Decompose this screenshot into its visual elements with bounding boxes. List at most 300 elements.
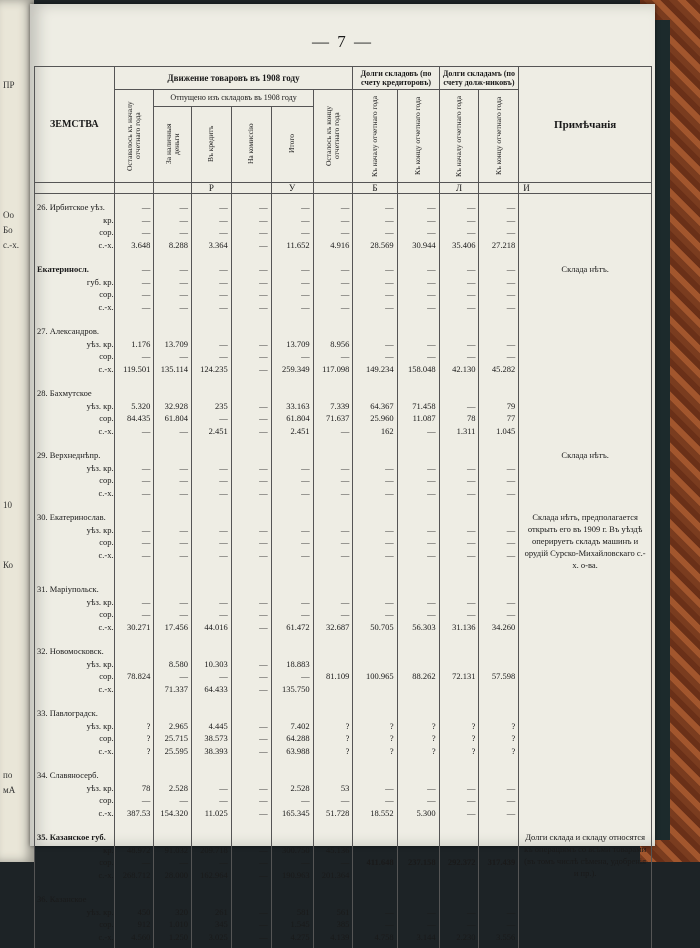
value-cell <box>397 380 439 442</box>
cell-value: — <box>314 350 350 363</box>
cell-value <box>398 831 436 844</box>
cell-value: — <box>353 536 393 549</box>
cell-value <box>232 325 268 338</box>
value-cell <box>479 762 519 824</box>
cell-value: — <box>353 301 393 314</box>
cell-value: 8.580 <box>154 658 188 671</box>
value-cell <box>353 504 397 576</box>
header-col-4: На комиссію <box>231 106 271 182</box>
table-row <box>35 256 652 318</box>
cell-value: 154.320 <box>154 807 188 820</box>
region-line: с.-х. <box>37 621 114 634</box>
cell-value: — <box>232 596 268 609</box>
cell-value: — <box>154 856 188 869</box>
region-line: сор. <box>37 474 114 487</box>
cell-value: — <box>232 658 268 671</box>
cell-value <box>353 511 393 524</box>
cell-value: 56.303 <box>398 621 436 634</box>
cell-value: — <box>154 263 188 276</box>
cell-value: — <box>192 214 228 227</box>
cell-value <box>272 707 310 720</box>
cell-value: — <box>272 263 310 276</box>
cell-value: — <box>272 596 310 609</box>
cell-value <box>232 511 268 524</box>
cell-value: — <box>115 226 151 239</box>
cell-value: — <box>314 536 350 549</box>
cell-value: — <box>192 301 228 314</box>
cell-value <box>154 645 188 658</box>
cell-value: — <box>314 856 350 869</box>
value-cell <box>313 576 353 638</box>
cell-value: 158.048 <box>398 363 436 376</box>
cell-value: — <box>353 906 393 919</box>
cell-value: 1.545 <box>272 918 310 931</box>
cell-value: — <box>314 596 350 609</box>
cell-value: — <box>272 856 310 869</box>
cell-value <box>440 449 476 462</box>
cell-value: — <box>353 487 393 500</box>
value-cell <box>192 638 232 700</box>
cell-value: 71.337 <box>154 683 188 696</box>
cell-value: 38.573 <box>192 732 228 745</box>
cell-value: 1.176 <box>115 338 151 351</box>
cell-value <box>353 844 393 857</box>
cell-value: — <box>115 536 151 549</box>
cell-value: — <box>192 524 228 537</box>
value-cell <box>231 256 271 318</box>
cell-value: 18.552 <box>353 807 393 820</box>
cell-value <box>479 844 515 857</box>
cell-value <box>440 844 476 857</box>
cell-value: 17.456 <box>154 621 188 634</box>
region-line: сор. <box>37 608 114 621</box>
prev-page-fragment: ПР <box>3 80 15 90</box>
cell-value <box>232 449 268 462</box>
header-col-6: Осталось къ концу отчетнаго года <box>313 90 353 183</box>
cell-value: — <box>479 462 515 475</box>
value-cell <box>192 380 232 442</box>
cell-value: — <box>232 794 268 807</box>
cell-value: — <box>398 474 436 487</box>
prev-page-fragment: 10 <box>3 500 12 510</box>
value-cell <box>397 700 439 762</box>
cell-value <box>154 449 188 462</box>
cell-value: — <box>232 487 268 500</box>
cell-value <box>192 893 228 906</box>
region-line: 30. Екатеринослав. <box>37 511 114 524</box>
cell-value <box>115 449 151 462</box>
cell-value: — <box>232 263 268 276</box>
cell-value: — <box>192 350 228 363</box>
cell-value <box>115 707 151 720</box>
region-line: уѣз. кр. <box>37 658 114 671</box>
cell-value: 259.349 <box>272 363 310 376</box>
cell-value: — <box>272 276 310 289</box>
cell-value <box>192 511 228 524</box>
region-name-cell <box>35 576 115 638</box>
cell-value: — <box>232 536 268 549</box>
cell-value: 78.824 <box>115 670 151 683</box>
cell-value <box>398 449 436 462</box>
value-cell <box>439 504 479 576</box>
cell-value <box>479 511 515 524</box>
cell-value: — <box>479 807 515 820</box>
table-row <box>35 886 652 948</box>
value-cell <box>439 380 479 442</box>
cell-value: — <box>272 201 310 214</box>
cell-value: ? <box>398 732 436 745</box>
value-cell <box>313 256 353 318</box>
cell-value: — <box>232 226 268 239</box>
cell-value: 13.709 <box>272 338 310 351</box>
cell-value: — <box>314 608 350 621</box>
cell-value: 25.595 <box>154 745 188 758</box>
cell-value <box>440 658 476 671</box>
cell-value: 1.010 <box>154 918 188 931</box>
cell-value <box>479 645 515 658</box>
cell-value: — <box>232 474 268 487</box>
cell-value: — <box>272 462 310 475</box>
cell-value <box>272 831 310 844</box>
header-col-1: Оставалось къ началу отчетнаго года <box>114 90 154 183</box>
cell-value: — <box>115 462 151 475</box>
cell-value: — <box>479 524 515 537</box>
region-line: 35. Казанское губ. <box>37 831 114 844</box>
value-cell <box>231 442 271 504</box>
cell-value: — <box>353 608 393 621</box>
cell-value: — <box>398 350 436 363</box>
cell-value: — <box>192 226 228 239</box>
cell-value: — <box>232 621 268 634</box>
region-line: с.-х. <box>37 683 114 696</box>
cell-value <box>398 583 436 596</box>
cell-value: 27.218 <box>479 239 515 252</box>
cell-value: — <box>440 462 476 475</box>
value-cell <box>192 576 232 638</box>
cell-value <box>353 769 393 782</box>
cell-value: ? <box>353 732 393 745</box>
cell-value: — <box>115 263 151 276</box>
table-row <box>35 504 652 576</box>
cell-value: — <box>440 524 476 537</box>
table-row <box>35 762 652 824</box>
cell-value <box>192 769 228 782</box>
cell-value: 2.230 <box>440 931 476 944</box>
cell-value: 235 <box>192 400 228 413</box>
cell-value <box>479 583 515 596</box>
cell-value: 11.652 <box>272 239 310 252</box>
cell-value: — <box>272 608 310 621</box>
cell-value: 1.311 <box>440 425 476 438</box>
value-cell <box>154 700 192 762</box>
cell-value: — <box>232 425 268 438</box>
cell-value: 25.715 <box>154 732 188 745</box>
cell-value: 64.433 <box>192 683 228 696</box>
cell-value: — <box>440 794 476 807</box>
cell-value: — <box>314 288 350 301</box>
cell-value: — <box>232 745 268 758</box>
value-cell <box>479 504 519 576</box>
value-cell <box>231 886 271 948</box>
cell-value <box>479 893 515 906</box>
cell-value: 4.275 <box>272 931 310 944</box>
value-cell <box>479 576 519 638</box>
value-cell <box>231 638 271 700</box>
cell-value: 10.303 <box>192 658 228 671</box>
cell-value: 411.648 <box>353 856 393 869</box>
cell-value: — <box>154 201 188 214</box>
cell-value <box>232 831 268 844</box>
cell-value <box>353 449 393 462</box>
region-name-cell <box>35 194 115 257</box>
value-cell <box>192 824 232 886</box>
cell-value <box>314 658 350 671</box>
header-debts-creditors: Долги складовъ (по счету кредиторовъ) <box>353 67 439 90</box>
region-line: 32. Новомосковск. <box>37 645 114 658</box>
cell-value <box>272 325 310 338</box>
value-cell <box>353 576 397 638</box>
cell-value: — <box>272 536 310 549</box>
cell-value: 8.956 <box>314 338 350 351</box>
cell-value <box>479 707 515 720</box>
cell-value: — <box>232 524 268 537</box>
value-cell <box>231 700 271 762</box>
cell-value <box>232 893 268 906</box>
cell-value: — <box>192 608 228 621</box>
cell-value <box>115 769 151 782</box>
cell-value: — <box>115 474 151 487</box>
cell-value: — <box>154 350 188 363</box>
unit-letter: Б <box>353 183 397 194</box>
value-cell <box>271 380 313 442</box>
cell-value <box>353 683 393 696</box>
prev-page-fragment: по <box>3 770 12 780</box>
cell-value: — <box>353 214 393 227</box>
cell-value <box>479 869 515 882</box>
cell-value: 7.339 <box>314 400 350 413</box>
cell-value: — <box>398 608 436 621</box>
cell-value <box>479 387 515 400</box>
table-row <box>35 638 652 700</box>
cell-value: — <box>440 214 476 227</box>
cell-value <box>272 449 310 462</box>
cell-value: — <box>440 338 476 351</box>
cell-value <box>115 387 151 400</box>
cell-value <box>192 387 228 400</box>
cell-value <box>314 511 350 524</box>
value-cell <box>313 442 353 504</box>
cell-value: 135.750 <box>272 683 310 696</box>
value-cell <box>313 762 353 824</box>
cell-value: — <box>192 794 228 807</box>
cell-value: 28.569 <box>353 239 393 252</box>
cell-value: — <box>272 487 310 500</box>
value-cell <box>154 256 192 318</box>
note-cell <box>519 576 652 638</box>
cell-value: — <box>440 263 476 276</box>
cell-value <box>353 831 393 844</box>
cell-value: — <box>353 918 393 931</box>
cell-value: — <box>479 263 515 276</box>
cell-value <box>353 387 393 400</box>
value-cell <box>313 824 353 886</box>
value-cell <box>114 762 154 824</box>
cell-value: ? <box>440 720 476 733</box>
cell-value: 345 <box>192 918 228 931</box>
cell-value: — <box>479 201 515 214</box>
cell-value: — <box>440 400 476 413</box>
value-cell <box>192 504 232 576</box>
document-page <box>30 4 655 846</box>
cell-value: — <box>479 338 515 351</box>
cell-value: — <box>154 524 188 537</box>
cell-value: — <box>440 782 476 795</box>
table-row <box>35 194 652 257</box>
cell-value: 124.235 <box>192 363 228 376</box>
value-cell <box>313 318 353 380</box>
value-cell <box>439 700 479 762</box>
value-cell <box>114 442 154 504</box>
cell-value: — <box>479 301 515 314</box>
region-line: губ. кр. <box>37 276 114 289</box>
region-name-cell <box>35 504 115 576</box>
cell-value: 11.025 <box>192 807 228 820</box>
cell-value <box>154 893 188 906</box>
region-line: сор. <box>37 732 114 745</box>
value-cell <box>271 824 313 886</box>
region-line: 36. Казанское <box>37 893 114 906</box>
cell-value: — <box>192 412 228 425</box>
prev-page-fragment: мА <box>3 785 15 795</box>
cell-value <box>440 511 476 524</box>
cell-value: ? <box>479 720 515 733</box>
region-line: 27. Александров. <box>37 325 114 338</box>
region-line: сор. <box>37 536 114 549</box>
cell-value: 5.320 <box>115 400 151 413</box>
cell-value: — <box>232 549 268 562</box>
cell-value <box>154 583 188 596</box>
value-cell <box>313 700 353 762</box>
value-cell <box>192 442 232 504</box>
cell-value: 149.234 <box>353 363 393 376</box>
cell-value <box>154 707 188 720</box>
value-cell <box>231 824 271 886</box>
cell-value: — <box>314 201 350 214</box>
cell-value: — <box>192 201 228 214</box>
cell-value <box>314 387 350 400</box>
value-cell <box>271 886 313 948</box>
cell-value: — <box>154 596 188 609</box>
cell-value <box>232 387 268 400</box>
cell-value: — <box>398 263 436 276</box>
cell-value: — <box>479 276 515 289</box>
value-cell <box>114 700 154 762</box>
cell-value <box>398 511 436 524</box>
cell-value: — <box>192 288 228 301</box>
cell-value: — <box>272 524 310 537</box>
cell-value: — <box>115 856 151 869</box>
cell-value: — <box>115 608 151 621</box>
cell-value: 261 <box>192 906 228 919</box>
cell-value: 18.883 <box>272 658 310 671</box>
region-line: сор. <box>37 288 114 301</box>
cell-value: 51.728 <box>314 807 350 820</box>
cell-value <box>398 893 436 906</box>
cell-value: 561 <box>314 906 350 919</box>
cell-value: — <box>479 226 515 239</box>
cell-value <box>192 831 228 844</box>
value-cell <box>231 380 271 442</box>
value-cell <box>313 886 353 948</box>
cell-value: — <box>479 288 515 301</box>
cell-value: — <box>232 350 268 363</box>
value-cell <box>231 762 271 824</box>
cell-value: 44.016 <box>192 621 228 634</box>
cell-value: — <box>440 918 476 931</box>
previous-page-edge <box>0 0 34 862</box>
value-cell <box>271 700 313 762</box>
cell-value: — <box>479 608 515 621</box>
value-cell <box>154 638 192 700</box>
cell-value <box>154 325 188 338</box>
cell-value <box>353 325 393 338</box>
region-line: сор. <box>37 794 114 807</box>
cell-value: ? <box>115 720 151 733</box>
cell-value: — <box>398 226 436 239</box>
cell-value: — <box>115 214 151 227</box>
cell-value <box>479 449 515 462</box>
cell-value: — <box>353 288 393 301</box>
cell-value: 45.282 <box>479 363 515 376</box>
value-cell <box>353 638 397 700</box>
region-line: 29. Верхнеднѣпр. <box>37 449 114 462</box>
value-cell <box>313 638 353 700</box>
cell-value: — <box>232 338 268 351</box>
cell-value <box>192 325 228 338</box>
cell-value: — <box>398 425 436 438</box>
region-line: с.-х. <box>37 807 114 820</box>
value-cell <box>479 256 519 318</box>
value-cell <box>313 194 353 257</box>
value-cell <box>353 886 397 948</box>
cell-value: 268.712 <box>115 869 151 882</box>
value-cell <box>154 824 192 886</box>
cell-value: — <box>314 462 350 475</box>
page-number: — 7 — <box>30 32 655 52</box>
cell-value: — <box>154 226 188 239</box>
cell-value: 77 <box>479 412 515 425</box>
region-line: 34. Славяносерб. <box>37 769 114 782</box>
prev-page-fragment: с.-х. <box>3 240 19 250</box>
value-cell <box>271 442 313 504</box>
cell-value: — <box>398 201 436 214</box>
cell-value: 300.750 <box>272 844 310 857</box>
cell-value: — <box>479 918 515 931</box>
cell-value <box>115 683 151 696</box>
value-cell <box>397 824 439 886</box>
cell-value: — <box>398 536 436 549</box>
cell-value: 190.963 <box>272 869 310 882</box>
cell-value <box>115 511 151 524</box>
cell-value <box>398 707 436 720</box>
cell-value: 5.300 <box>398 807 436 820</box>
value-cell <box>479 318 519 380</box>
cell-value: 34.260 <box>479 621 515 634</box>
value-cell <box>114 576 154 638</box>
cell-value: ? <box>314 745 350 758</box>
cell-value: 28.000 <box>154 869 188 882</box>
cell-value <box>154 769 188 782</box>
